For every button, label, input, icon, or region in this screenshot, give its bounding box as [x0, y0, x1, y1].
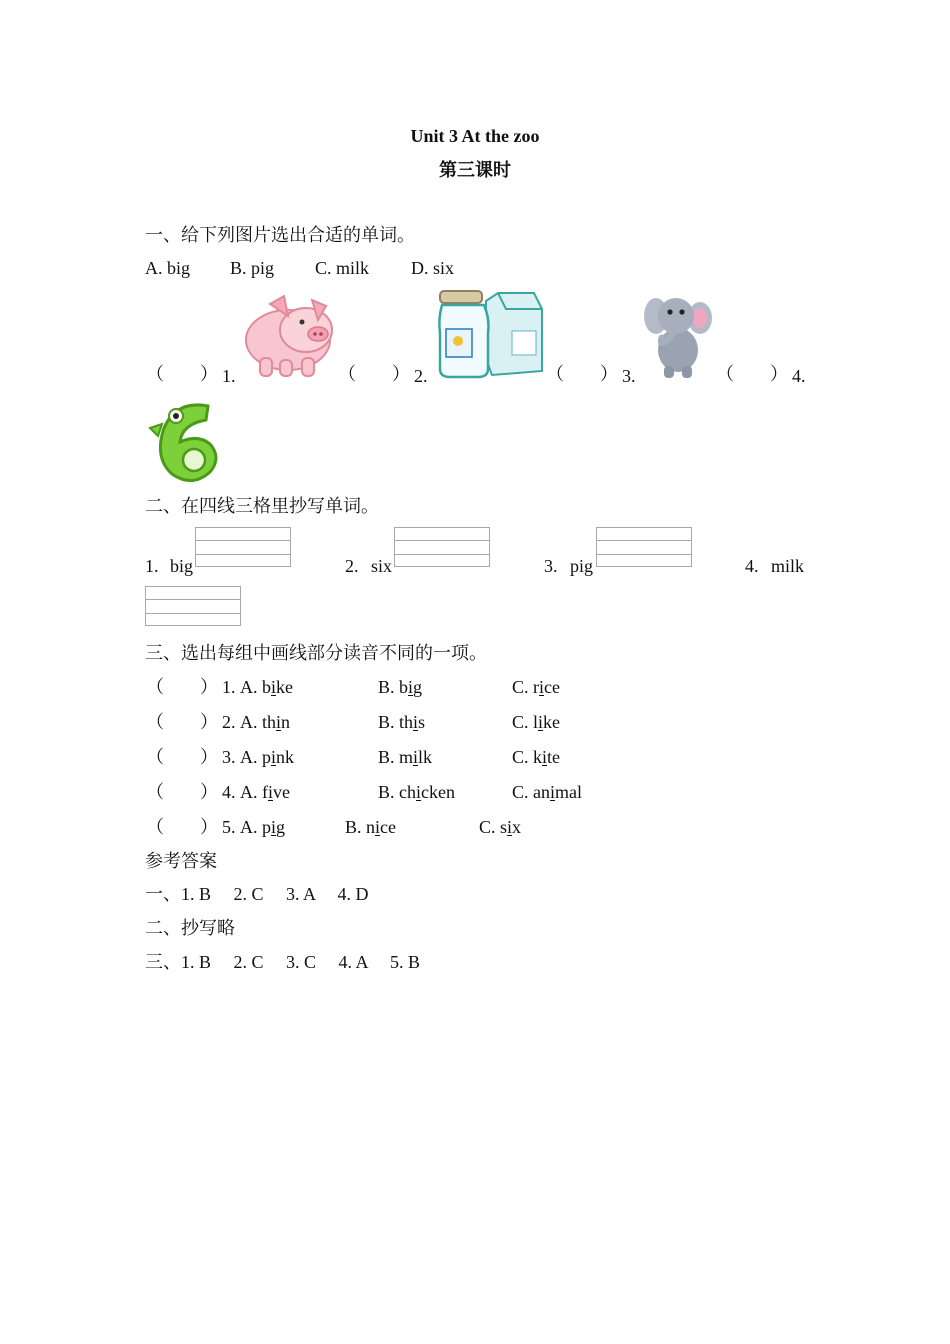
choice-text: C. k [512, 747, 543, 767]
choice-b [345, 816, 396, 838]
section3-heading: 三、选出每组中画线部分读音不同的一项。 [145, 643, 487, 663]
underlined-letter: i [271, 677, 277, 697]
underlined-letter: i [413, 747, 419, 767]
choice-b [378, 676, 422, 698]
choice-a [240, 711, 290, 733]
choice-text: A. f [240, 782, 268, 802]
underlined-letter: i [416, 782, 422, 802]
underlined-letter: i [271, 817, 277, 837]
choice-text: ce [544, 677, 560, 697]
choice-c [479, 816, 521, 838]
underlined-letter: i [538, 712, 544, 732]
answer-blank[interactable]: （ ） [146, 677, 218, 697]
choice-text: B. n [345, 817, 376, 837]
choice-text: C. s [479, 817, 508, 837]
answer-blank[interactable]: （ ） [146, 747, 218, 767]
choice-c [512, 746, 560, 768]
choice-a [240, 816, 285, 838]
choice-text: nk [276, 747, 295, 767]
copy-word: pig [570, 556, 594, 576]
choice-text: ve [273, 782, 291, 802]
choice-text: g [413, 677, 423, 697]
question-number: 5. [222, 817, 236, 837]
underlined-letter: i [375, 817, 381, 837]
choice-b [378, 711, 425, 733]
choice-text: lk [418, 747, 433, 767]
underlined-letter: i [268, 782, 274, 802]
choice-text: B. ch [378, 782, 416, 802]
milk-icon [436, 289, 544, 381]
answer-blank[interactable]: （ ） [146, 364, 218, 384]
choice-text: ke [543, 712, 561, 732]
choice-text: g [276, 817, 286, 837]
choice-text: ce [380, 817, 397, 837]
copy-word: big [170, 556, 194, 576]
copy-number: 1. [145, 556, 159, 576]
choice-text: A. p [240, 747, 271, 767]
copy-number: 2. [345, 556, 359, 576]
choice-text: x [512, 817, 522, 837]
answer-blank[interactable]: （ ） [146, 782, 218, 802]
answer-blank[interactable]: （ ） [338, 364, 410, 384]
four-line-grid[interactable] [394, 527, 490, 567]
copy-word: six [371, 556, 393, 576]
answers-heading: 参考答案 [145, 851, 217, 871]
question-number: 1. [222, 677, 236, 697]
choice-text: te [547, 747, 561, 767]
choice-text: n [281, 712, 291, 732]
answer-blank[interactable]: （ ） [146, 817, 218, 837]
elephant-icon [638, 288, 716, 380]
underlined-letter: i [413, 712, 419, 732]
copy-number: 4. [745, 556, 759, 576]
choice-a [240, 781, 290, 803]
pig-icon [240, 290, 340, 380]
answer-blank[interactable]: （ ） [146, 712, 218, 732]
choice-text: s [418, 712, 426, 732]
choice-text: A. th [240, 712, 276, 732]
answers-line: 三、1. B 2. C 3. C 4. A 5. B [145, 952, 421, 972]
choice-text: A. b [240, 677, 271, 697]
four-line-grid[interactable] [596, 527, 692, 567]
choice-text: B. th [378, 712, 414, 732]
choice-text: ke [276, 677, 294, 697]
question-number: 2. [222, 712, 236, 732]
option-a: A. big [145, 258, 190, 278]
section1-heading: 一、给下列图片选出合适的单词。 [145, 225, 415, 245]
option-d: D. six [411, 258, 455, 278]
section2-heading: 二、在四线三格里抄写单词。 [145, 496, 379, 516]
four-line-grid[interactable] [145, 586, 241, 626]
four-line-grid[interactable] [195, 527, 291, 567]
choice-a [240, 746, 294, 768]
choice-text: cken [421, 782, 455, 802]
page-subtitle: 第三课时 [439, 160, 511, 180]
copy-number: 3. [544, 556, 558, 576]
choice-a [240, 676, 293, 698]
page-title: Unit 3 At the zoo [410, 126, 540, 146]
choice-b [378, 746, 432, 768]
underlined-letter: i [539, 677, 545, 697]
underlined-letter: i [408, 677, 414, 697]
underlined-letter: i [271, 747, 277, 767]
item-number: 2. [414, 366, 428, 386]
number-six-icon [146, 398, 228, 484]
choice-text: C. r [512, 677, 539, 697]
answers-line: 二、抄写略 [145, 918, 235, 938]
answer-blank[interactable]: （ ） [546, 364, 618, 384]
choice-text: C. l [512, 712, 539, 732]
item-number: 4. [792, 366, 806, 386]
item-number: 3. [622, 366, 636, 386]
choice-text: mal [555, 782, 583, 802]
copy-word: milk [771, 556, 805, 576]
underlined-letter: i [276, 712, 282, 732]
underlined-letter: i [507, 817, 513, 837]
question-number: 3. [222, 747, 236, 767]
choice-text: A. p [240, 817, 271, 837]
underlined-letter: i [542, 747, 548, 767]
option-c: C. milk [315, 258, 370, 278]
choice-c [512, 676, 560, 698]
choice-c [512, 781, 582, 803]
choice-text: B. m [378, 747, 414, 767]
question-number: 4. [222, 782, 236, 802]
option-b: B. pig [230, 258, 275, 278]
choice-text: B. b [378, 677, 409, 697]
choice-text: C. an [512, 782, 550, 802]
choice-c [512, 711, 560, 733]
answer-blank[interactable]: （ ） [716, 364, 788, 384]
answers-line: 一、1. B 2. C 3. A 4. D [145, 884, 369, 904]
choice-b [378, 781, 455, 803]
underlined-letter: i [550, 782, 556, 802]
item-number: 1. [222, 366, 236, 386]
